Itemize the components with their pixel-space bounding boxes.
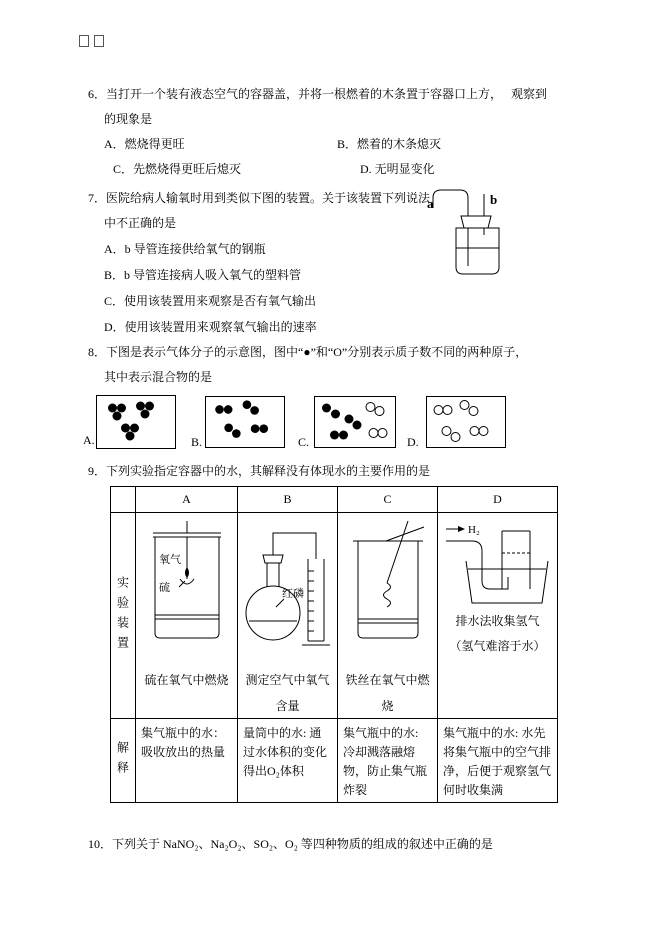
q9-explain-c: 集气瓶中的水: 冷却溅落融熔物，防止集气瓶炸裂	[338, 719, 438, 803]
q6-stem-line2: 的现象是	[104, 112, 153, 126]
q8-molecule-diagram-d	[426, 396, 506, 448]
iron-wire-burning-icon	[340, 519, 436, 667]
q7-option-b: B．b 导管连接病人吸入氧气的塑料管	[104, 268, 302, 282]
water-displacement-collection-icon	[442, 519, 554, 607]
hydrogen-gas-label: H₂	[467, 524, 480, 536]
q9-explain-b: 量筒中的水: 通过水体积的变化得出O₂体积	[238, 719, 338, 803]
q9-corner-cell	[111, 487, 136, 513]
sulfur-burning-in-oxygen-icon	[139, 519, 235, 667]
red-phosphorus-label: 红磷	[281, 588, 304, 600]
oxygen-label: 氧气	[158, 554, 181, 566]
q6-option-b: B．燃着的木条熄灭	[337, 137, 442, 151]
q8-box-label-b: B.	[191, 435, 203, 449]
molecules-d-icon	[427, 397, 505, 447]
q7-stem-line2: 中不正确的是	[104, 216, 177, 230]
molecules-a-icon	[97, 396, 175, 448]
q9-row-header-apparatus: 实验装置	[111, 513, 136, 719]
q8-molecule-diagram-c	[314, 396, 396, 448]
q6-option-d: D. 无明显变化	[360, 162, 435, 176]
q8-box-label-d: D.	[407, 435, 419, 449]
q9-caption-c: 铁丝在氧气中燃烧	[345, 673, 430, 713]
q7-option-d: D．使用该装置用来观察氧气输出的速率	[104, 320, 317, 334]
q6-stem-line1: 6．当打开一个装有液态空气的容器盖，并将一根燃着的木条置于容器口上方， 观察到	[88, 87, 548, 101]
q9-table	[110, 486, 558, 803]
q9-col-header-d: D	[438, 487, 558, 513]
header-glyph-box	[79, 35, 89, 47]
q9-apparatus-cell-a	[136, 513, 238, 719]
q9-col-header-b: B	[238, 487, 338, 513]
q9-caption-d-line2: （氢气难溶于水）	[449, 639, 546, 653]
q7-option-c: C．使用该装置用来观察是否有氧气输出	[104, 294, 317, 308]
q10-stem: 10．下列关于 NaNO₂、Na₂O₂、SO₂、O₂ 等四种物质的组成的叙述中正确的是	[88, 837, 493, 851]
q9-apparatus-cell-d	[438, 513, 558, 719]
q9-explain-a: 集气瓶中的水：吸收放出的热量	[136, 719, 238, 803]
q9-caption-a: 硫在氧气中燃烧	[144, 673, 229, 687]
molecules-b-icon	[206, 397, 284, 447]
q9-apparatus-cell-b	[238, 513, 338, 719]
q8-box-label-c: C.	[298, 435, 310, 449]
header-glyph-box	[94, 35, 104, 47]
q9-caption-d	[438, 609, 557, 659]
q8-box-label-a: A.	[83, 433, 95, 447]
tube-b-label: b	[490, 192, 498, 207]
q9-apparatus-cell-c	[338, 513, 438, 719]
q9-stem: 9．下列实验指定容器中的水，其解释没有体现水的主要作用的是	[88, 464, 431, 478]
q9-caption-b: 测定空气中氧气含量	[245, 673, 330, 713]
tube-a-label: a	[427, 196, 434, 211]
q8-stem-line2: 其中表示混合物的是	[104, 370, 213, 384]
q8-molecule-diagram-a	[96, 395, 176, 449]
q9-col-header-a: A	[136, 487, 238, 513]
q8-stem-line1: 8．下图是表示气体分子的示意图，图中“●”和“O”分别表示质子数不同的两种原子，	[88, 345, 528, 359]
q6-option-a: A．燃烧得更旺	[104, 137, 185, 151]
q9-explain-d: 集气瓶中的水: 水先将集气瓶中的空气排净，后便于观察氢气何时收集满	[438, 719, 558, 803]
q7-humidifier-bottle-diagram	[405, 182, 515, 277]
q7-option-a: A．b 导管连接供给氧气的钢瓶	[104, 242, 266, 256]
q7-stem-line1: 7．医院给病人输氧时用到类似下图的装置。关于该装置下列说法	[88, 191, 431, 205]
q9-col-header-c: C	[338, 487, 438, 513]
sulfur-label: 硫	[158, 582, 170, 594]
gas-washing-bottle-icon	[405, 182, 515, 277]
q9-row-header-explain: 解释	[111, 719, 136, 803]
molecules-c-icon	[315, 397, 395, 447]
q8-molecule-diagram-b	[205, 396, 285, 448]
q9-caption-d-line1: 排水法收集氢气	[455, 614, 540, 628]
air-oxygen-measurement-icon	[240, 519, 336, 667]
q6-option-c: C．先燃烧得更旺后熄灭	[113, 162, 242, 176]
